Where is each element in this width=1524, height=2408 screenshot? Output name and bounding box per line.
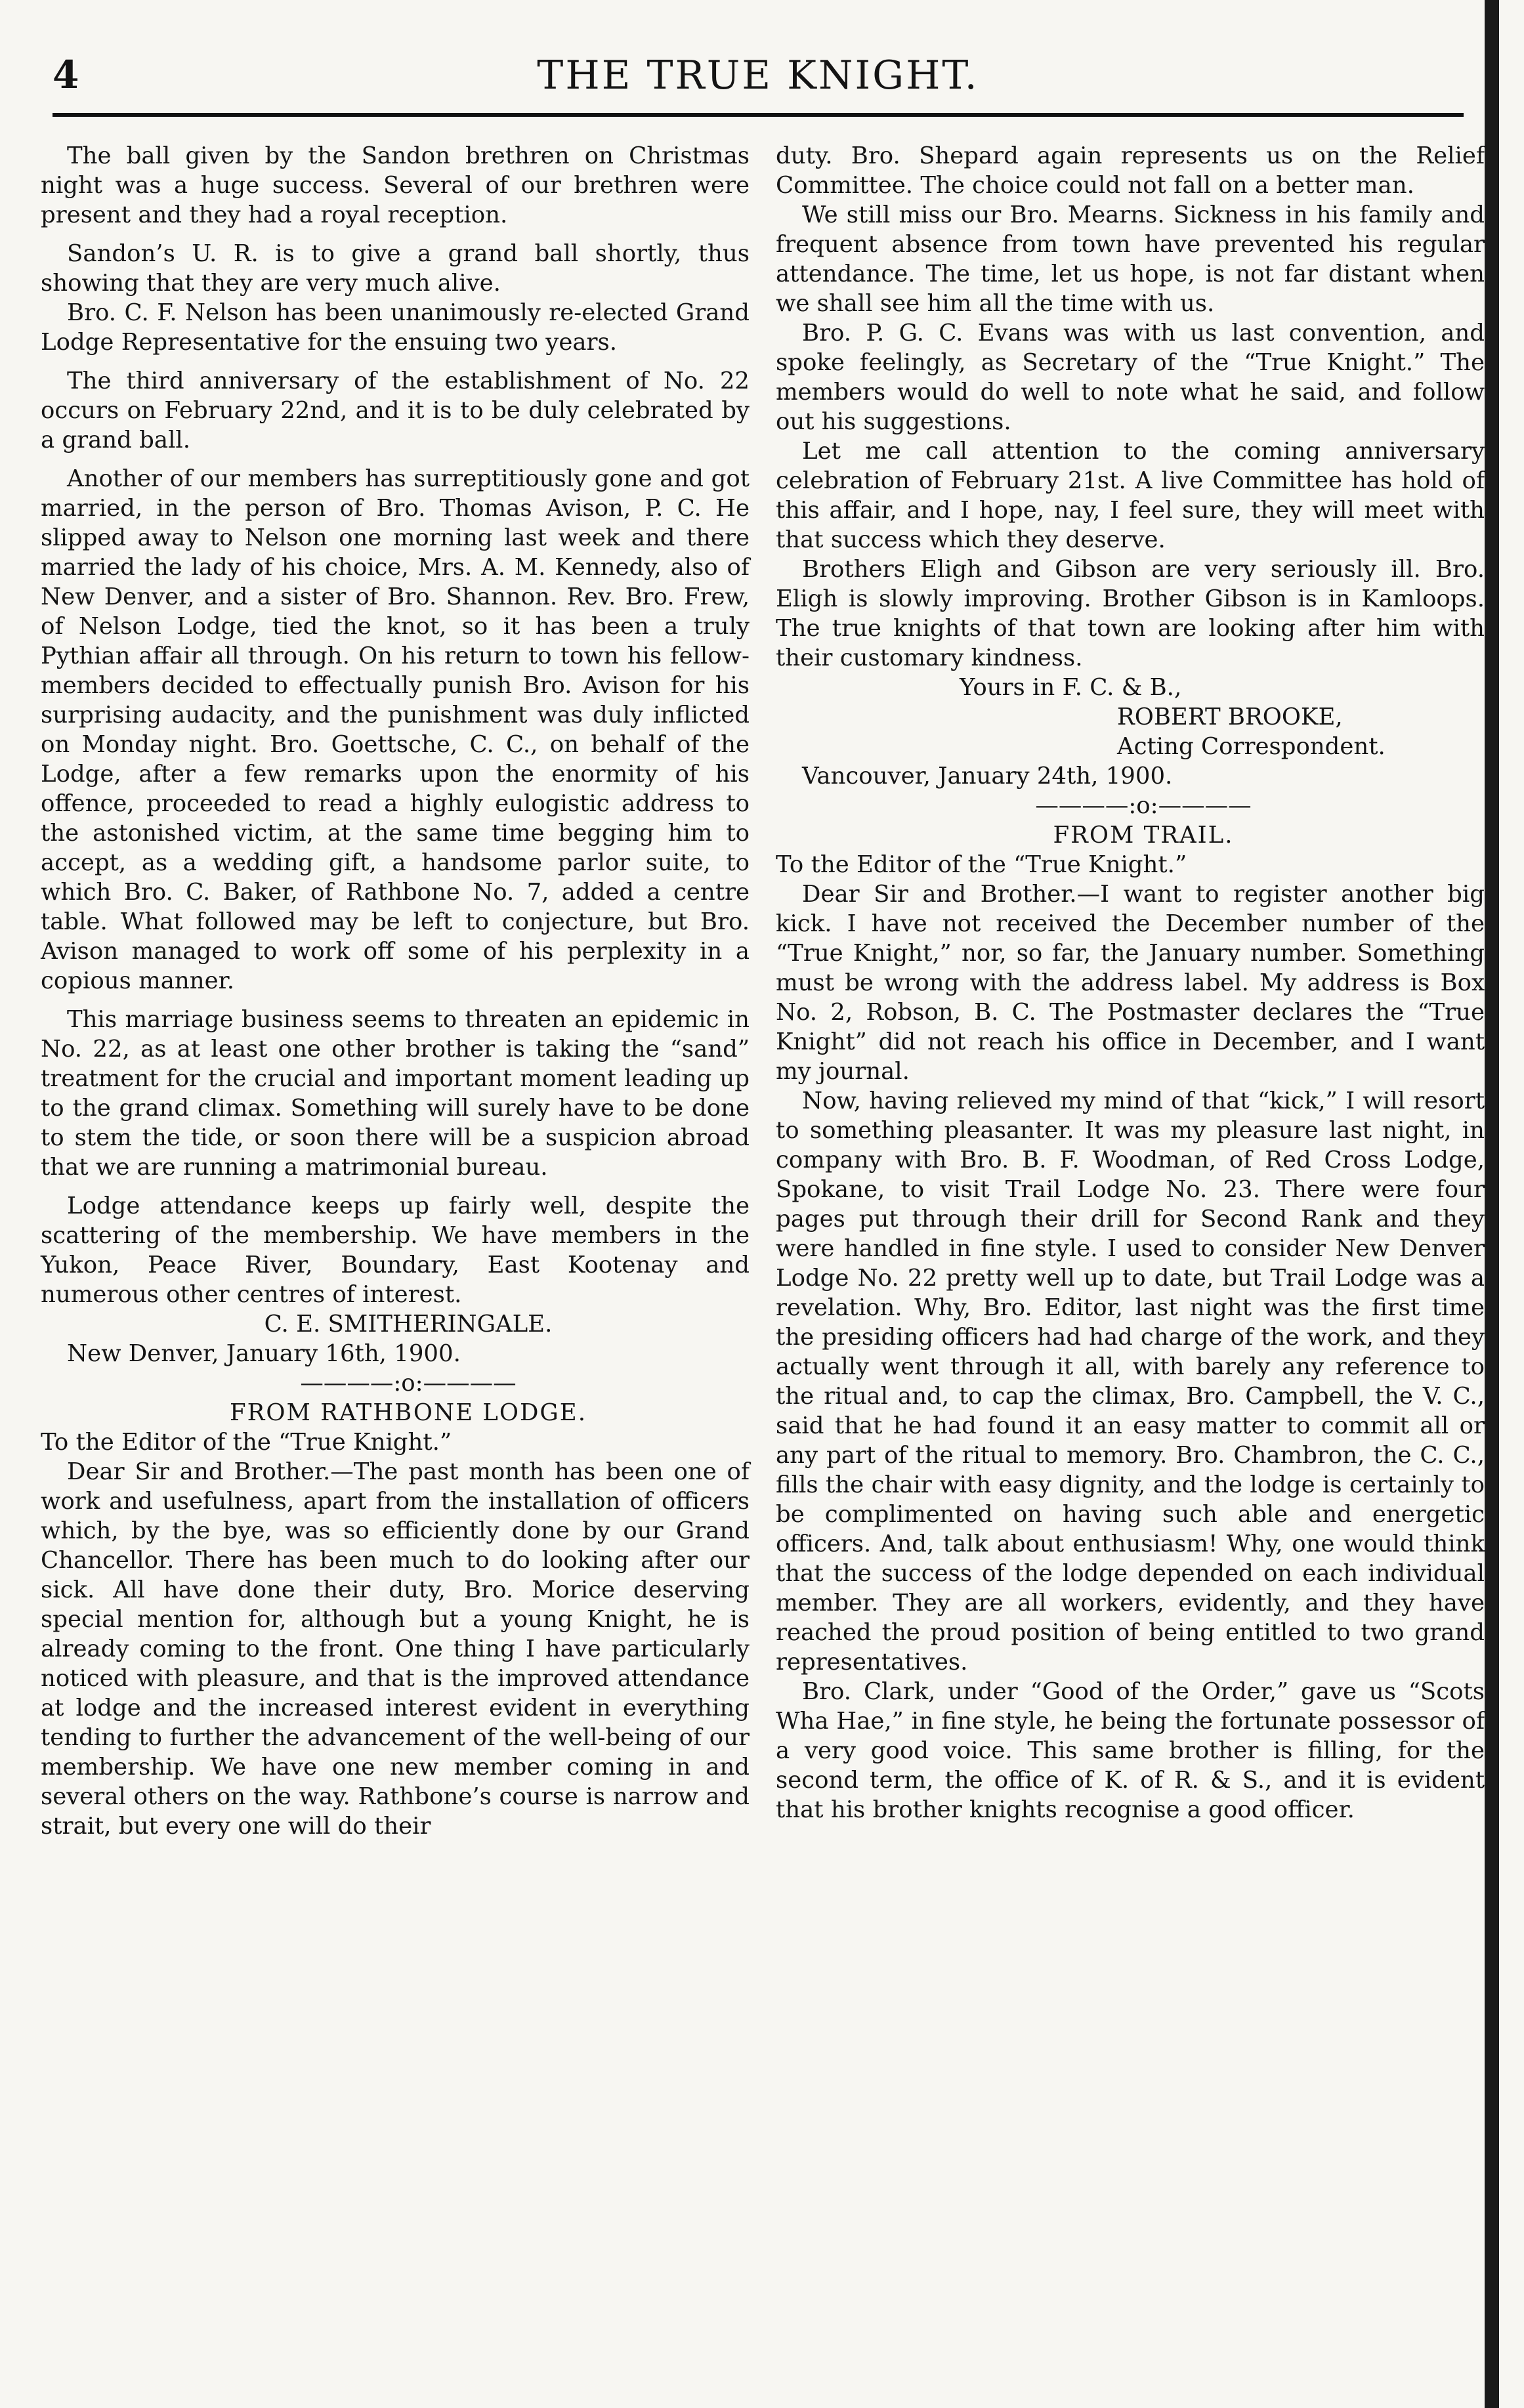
page-header	[53, 53, 1464, 105]
running-title: THE TRUE KNIGHT.	[537, 53, 979, 98]
paragraph: The third anniversary of the establishment of No. 22 occurs on February 22nd, and it is to be duly celebrated by a grand ball.	[41, 368, 750, 454]
paragraph: Sandon’s U. R. is to give a grand ball shortly, thus showing that they are very much alive.	[41, 240, 750, 297]
header-rule	[53, 113, 1464, 117]
paragraph: The ball given by the Sandon brethren on Christmas night was a huge success. Several of our brethren were present and they had a royal reception.	[41, 142, 750, 228]
separator: ————:o:————	[300, 1370, 517, 1397]
paragraph: Let me call attention to the coming anniversary celebration of February 21st. A live Committee has hold of this affair, and I hope, nay, I feel sure, they will meet with that success which they deserve.	[776, 438, 1485, 553]
left-column	[41, 141, 750, 1841]
paragraph: duty. Bro. Shepard again represents us on the Relief Committee. The choice could not fall on a better man.	[776, 142, 1485, 199]
paragraph: Lodge attendance keeps up fairly well, despite the scattering of the membership. We have members in the Yukon, Peace River, Boundary, East Kootenay and numerous other centres of interest.	[41, 1193, 750, 1308]
paragraph: This marriage business seems to threaten an epidemic in No. 22, as at least one other brother is taking the “sand” treatment for the crucial and important moment leading up to the grand climax. Something will surely have to be done to stem the tide, or soon there will be a suspicion abroad that we are running a matrimonial bureau.	[41, 1006, 750, 1181]
paragraph: Dear Sir and Brother.—I want to register another big kick. I have not received the December number of the “True Knight,” nor, so far, the January number. Something must be wrong with the address label. My address is Box No. 2, Robson, B. C. The Postmaster declares the “True Knight” did not reach his office in December, and I want my journal.	[776, 881, 1485, 1085]
closing: Yours in F. C. & B.,	[960, 674, 1182, 701]
paragraph: Bro. Clark, under “Good of the Order,” gave us “Scots Wha Hae,” in fine style, he being the fortunate possessor of a very good voice. This same brother is filling, for the second term, the office of K. of R. & S., and it is evident that his brother knights recognise a good officer.	[776, 1678, 1485, 1823]
paragraph: We still miss our Bro. Mearns. Sickness in his family and frequent absence from town have prevented his regular attendance. The time, let us hope, is not far distant when we shall see him all the time with us.	[776, 201, 1485, 317]
section-heading: FROM TRAIL.	[1053, 822, 1234, 849]
paragraph: Another of our members has surreptitiously gone and got married, in the person of Bro. Thomas Avison, P. C. He slipped away to Nelson one morning last week and there married the lady of his choice, Mrs. A. M. Kennedy, also of New Denver, and a sister of Bro. Shannon. Rev. Bro. Frew, of Nelson Lodge, tied the knot, so it has been a truly Pythian affair all through. On his return to town his fellow-members decided to effectually punish Bro. Avison for his surprising audacity, and the punishment was duly inflicted on Monday night. Bro. Goettsche, C. C., on behalf of the Lodge, after a few remarks upon the enormity of his offence, proceeded to read a highly eulogistic address to the astonished victim, at the same time begging him to accept, as a wedding gift, a handsome parlor suite, to which Bro. C. Baker, of Rathbone No. 7, added a centre table. What followed may be left to conjecture, but Bro. Avison managed to work off some of his perplexity in a copious manner.	[41, 465, 750, 994]
signature-title: Acting Correspondent.	[1117, 733, 1386, 760]
page-edge-bar	[1485, 0, 1499, 2408]
paragraph: Now, having relieved my mind of that “kick,” I will resort to something pleasanter. It was my pleasure last night, in company with Bro. B. F. Woodman, of Red Cross Lodge, Spokane, to visit Trail Lodge No. 23. There were four pages put through their drill for Second Rank and they were handled in fine style. I used to consider New Denver Lodge No. 22 pretty well up to date, but Trail Lodge was a revelation. Why, Bro. Editor, last night was the first time the presiding officers had had charge of the work, and they actually went through it all, with barely any reference to the ritual and, to cap the climax, Bro. Campbell, the V. C., said that he had found it an easy matter to commit all or any part of the ritual to memory. Bro. Chambron, the C. C., fills the chair with easy dignity, and the lodge is certainly to be complimented on having such able and energetic officers. And, talk about enthusiasm! Why, one would think that the success of the lodge depended on each individual member. They are all workers, evidently, and they have reached the proud position of being entitled to two grand representatives.	[776, 1088, 1485, 1676]
signature: ROBERT BROOKE,	[1117, 704, 1343, 730]
section-heading: FROM RATHBONE LODGE.	[230, 1399, 587, 1426]
paragraph: Brothers Eligh and Gibson are very seriously ill. Bro. Eligh is slowly improving. Brother Gibson is in Kamloops. The true knights of that town are looking after him with their customary kindness.	[776, 556, 1485, 671]
signature: C. E. SMITHERINGALE.	[264, 1311, 553, 1338]
right-column	[776, 141, 1485, 1825]
dateline: Vancouver, January 24th, 1900.	[802, 763, 1173, 790]
paragraph: Bro. P. G. C. Evans was with us last convention, and spoke feelingly, as Secretary of the “True Knight.” The members would do well to note what he said, and follow out his suggestions.	[776, 320, 1485, 435]
page-number: 4	[53, 53, 79, 97]
paragraph: Dear Sir and Brother.—The past month has been one of work and usefulness, apart from the installation of officers which, by the bye, was so efficiently done by our Grand Chancellor. There has been much to do looking after our sick. All have done their duty, Bro. Morice deserving special mention for, although but a young Knight, he is already coming to the front. One thing I have particularly noticed with pleasure, and that is the improved attendance at lodge and the increased interest evident in everything tending to further the advancement of the well-being of our membership. We have one new member coming in and several others on the way. Rathbone’s course is narrow and strait, but every one will do their	[41, 1458, 750, 1840]
dateline: New Denver, January 16th, 1900.	[67, 1340, 461, 1367]
separator: ————:o:————	[1035, 792, 1252, 819]
salutation: To the Editor of the “True Knight.”	[776, 851, 1187, 878]
paragraph: Bro. C. F. Nelson has been unanimously re-elected Grand Lodge Representative for the ensuing two years.	[41, 299, 750, 356]
salutation: To the Editor of the “True Knight.”	[41, 1429, 452, 1456]
